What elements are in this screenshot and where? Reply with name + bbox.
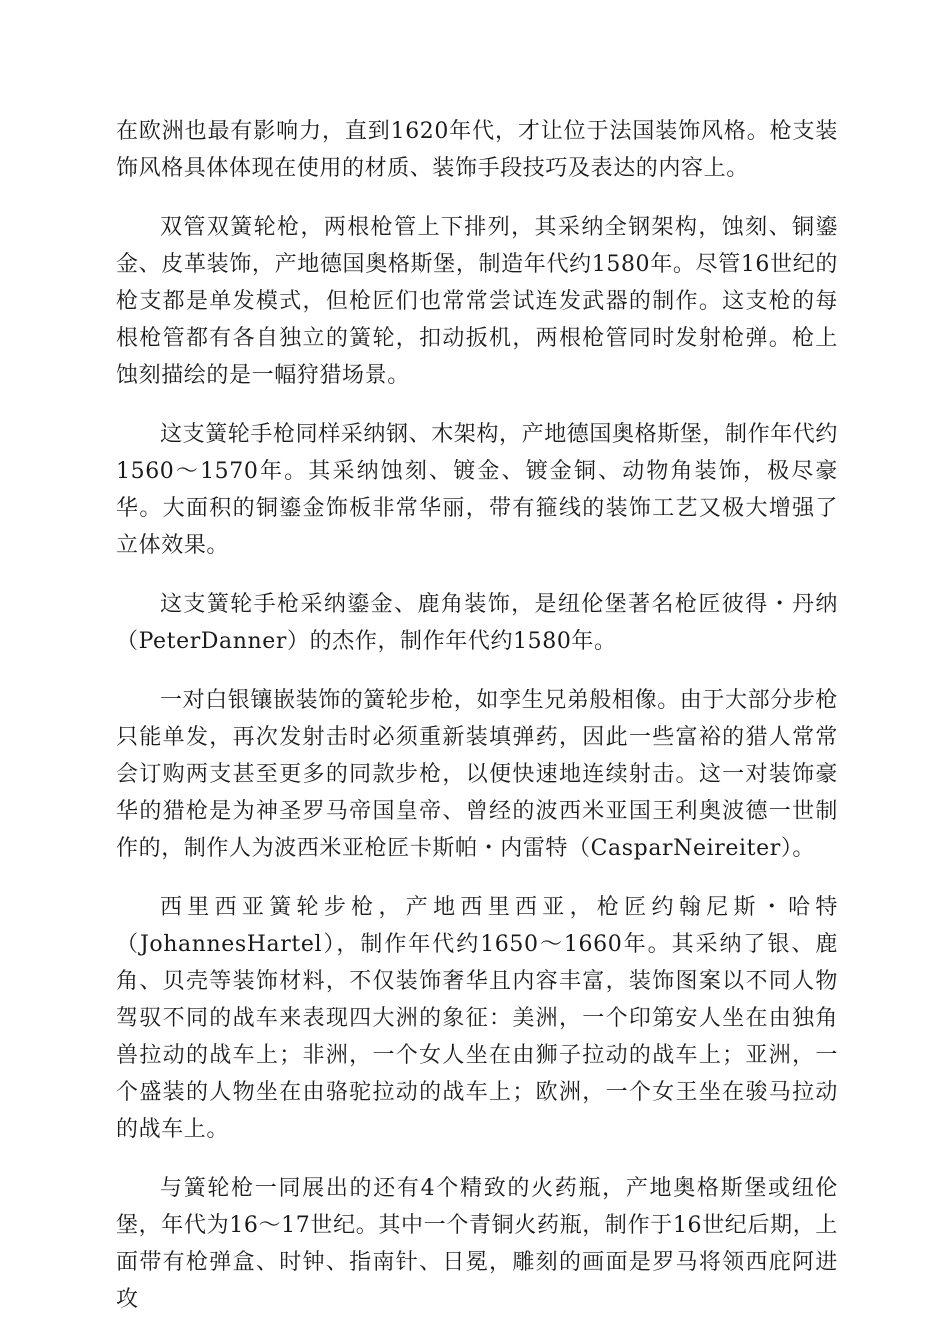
text-line: （PeterDanner）的杰作，制作年代约1580年。 <box>116 629 617 654</box>
paragraph <box>116 209 838 394</box>
text-line: 双管双簧轮枪，两根枪管上下排列，其采纳全钢架构，蚀刻、铜鎏 <box>160 215 838 240</box>
text-line: 枪支都是单发模式，但枪匠们也常常尝试连发武器的制作。这支枪的每根 <box>116 289 838 351</box>
text-line: 果。 <box>183 533 230 558</box>
paragraph <box>116 416 838 564</box>
text-line: 贝壳等装饰材料，不仅装饰奢华且内容丰富，装饰图案以不同人物驾驭不 <box>116 969 839 1031</box>
text-line: 战车上；非洲，一个女人坐在由狮子拉动的战车上；亚洲，一个盛装的人 <box>116 1043 839 1105</box>
text-line: 猎枪是为神圣罗马帝国皇帝、曾经的波西米亚国王利奥波德一世制作的， <box>116 799 839 861</box>
text-line: 制作人为波西米亚枪匠卡斯帕・内雷特（CasparNeireiter）。 <box>183 836 816 861</box>
text-line: 这支簧轮手枪采纳鎏金、鹿角装饰，是纽伦堡著名枪匠彼得・丹纳 <box>160 592 838 617</box>
text-line: 订购两支甚至更多的同款步枪，以便快速地连续射击。这一对装饰豪华的 <box>116 762 838 824</box>
text-line: 枪管都有各自独立的簧轮，扣动扳机，两根枪管同时发射枪弹。枪上蚀刻 <box>116 326 838 388</box>
text-line: 饰风格具体体现在使用的材质、装饰手段技巧及表达的内容上。 <box>116 156 749 181</box>
paragraph <box>116 113 838 187</box>
text-line: 描绘的是一幅狩猎场景。 <box>161 363 410 388</box>
text-line: 物坐在由骆驼拉动的战车上；欧洲，一个女王坐在骏马拉动的战车上。 <box>116 1080 838 1142</box>
text-line: 与簧轮枪一同展出的还有4个精致的火药瓶，产地奥格斯堡或纽伦 <box>160 1176 838 1201</box>
paragraph <box>116 682 838 867</box>
text-line: 堡，年代为16～17世纪。其中一个青铜火药瓶，制作于16世纪后期，上 <box>116 1213 838 1238</box>
text-line: 西里西亚簧轮步枪，产地西里西亚，枪匠约翰尼斯・哈特 <box>160 895 838 920</box>
paragraph <box>116 889 838 1148</box>
text-line: 这支簧轮手枪同样采纳钢、木架构，产地德国奥格斯堡，制作年代约 <box>160 422 839 447</box>
text-line: 在欧洲也最有影响力，直到1620年代，才让位于法国装饰风格。枪支装 <box>116 119 838 144</box>
paragraph <box>116 586 838 660</box>
text-line: （JohannesHartel），制作年代约1650～1660年。其采纳了银、鹿角、 <box>116 932 838 994</box>
text-line: 金、皮革装饰，产地德国奥格斯堡，制造年代约1580年。尽管16世纪的 <box>116 252 838 277</box>
text-line: 一对白银镶嵌装饰的簧轮步枪，如孪生兄弟般相像。由于大部分步枪 <box>160 688 839 713</box>
text-line: 面带有枪弹盒、时钟、指南针、日冕，雕刻的画面是罗马将领西庇阿进攻 <box>116 1250 838 1312</box>
paragraph <box>116 1170 838 1318</box>
text-line: 同的战车来表现四大洲的象征：美洲，一个印第安人坐在由独角兽拉动的 <box>116 1006 838 1068</box>
text-line: 1560～1570年。其采纳蚀刻、镀金、镀金铜、动物角装饰，极尽豪华。大 <box>116 459 838 521</box>
text-line: 只能单发，再次发射击时必须重新装填弹药，因此一些富裕的猎人常常会 <box>116 725 838 787</box>
document-body <box>116 113 838 1340</box>
text-line: 面积的铜鎏金饰板非常华丽，带有箍线的装饰工艺又极大增强了立体效 <box>116 496 838 558</box>
